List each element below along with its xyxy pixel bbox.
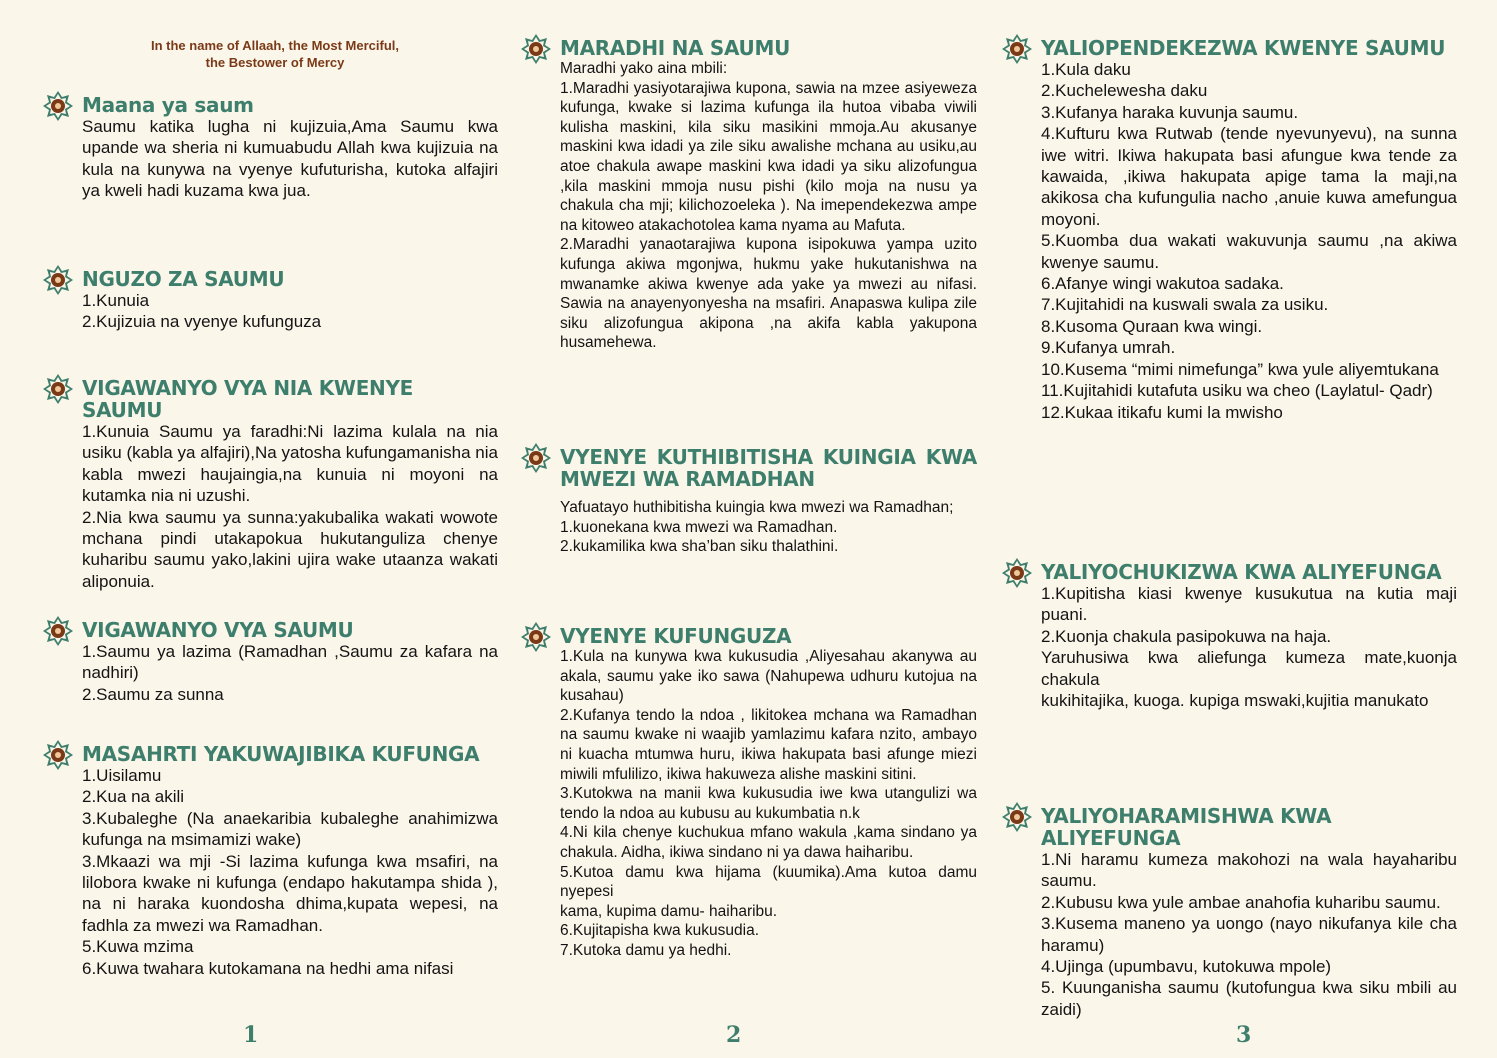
section-heading: MASAHRTI YAKUWAJIBIKA KUFUNGA: [42, 743, 498, 765]
section-yaliyoharamishwa: YALIYOHARAMISHWA KWA ALIYEFUNGA 1.Ni haramu kumeza makohozi na wala hayaharibu saumu. 2.Kubusu kwa yule ambae anahofia kuharibu saumu. 3.Kusema maneno ya uongo (nayo nikufanya kile cha haramu) 4.Ujinga (upumbavu, kutokuwa mpole) 5. Kuunganisha saumu (kutofungua kwa siku mbili au zaidi): [1001, 805, 1457, 1020]
star-ornament-icon: [1001, 801, 1033, 833]
section-heading: NGUZO ZA SAUMU: [42, 268, 498, 290]
star-ornament-icon: [42, 615, 74, 647]
star-ornament-icon: [42, 90, 74, 122]
star-ornament-icon: [520, 442, 552, 474]
star-ornament-icon: [520, 621, 552, 653]
section-vigawanyo-nia: VIGAWANYO VYA NIA KWENYE SAUMU 1.Kunuia Saumu ya faradhi:Ni lazima kulala na nia usiku (kabla ya alfajiri),Na yatosha kufungamanisha nia kabla mwezi haujaingia,na kunuia ni moyoni na kutamka nia ni uzushi. 2.Nia kwa saumu ya sunna:yakubalika wakati wowote mchana pindi utakapokua hukutanguliza chenye kuharibu saumu yako,lakini ujira wake utaanza wakati aliponuia.: [42, 377, 498, 592]
section-vigawanyo-saumu: VIGAWANYO VYA SAUMU 1.Saumu ya lazima (Ramadhan ,Saumu za kafara na nadhiri) 2.Saumu za sunna: [42, 619, 498, 705]
section-heading: Maana ya saum: [42, 94, 498, 116]
section-heading: MARADHI NA SAUMU: [520, 37, 977, 59]
star-ornament-icon: [42, 739, 74, 771]
section-maradhi: MARADHI NA SAUMU Maradhi yako aina mbili: 1.Maradhi yasiyotarajiwa kupona, sawia na mzee asiyeweza kufunga, kwake si lazima kufunga ila hutoa vibaba viwili kulisha maskini, kila siku masikini mmoja.Au akusanye maskini kwa idadi ya zile siku awalishe mchana au usiku,au atoe chakula awape maskini kwa idadi ya siku alizofungua ,kila maskini mmoja nusu pishi (kilo moja na nusu ya chakula cha mji; kilichozoeleka ). Na imependekezwa ampe na kitoweo atakachotolea kama nyama au Mafuta. 2.Maradhi yanaotarajiwa kupona isipokuwa yampa uzito kufunga akiwa mgonjwa, hukmu yake hukutanishwa na mwanamke akiwa kwenye ada yake ya mwezi au nifasi. Sawia na anayenyonyesha na msafiri. Anapaswa kulipa zile siku alizofungua akipona ,na akifa kabla yakupona husamehewa.: [520, 37, 977, 353]
star-ornament-icon: [42, 264, 74, 296]
page-3: [990, 0, 1497, 1058]
page-1: [0, 0, 500, 1058]
page-number: 2: [726, 1022, 742, 1048]
section-nguzo: NGUZO ZA SAUMU 1.Kunuia 2.Kujizuia na vyenye kufunguza: [42, 268, 498, 333]
section-heading: YALIYOCHUKIZWA KWA ALIYEFUNGA: [1001, 561, 1457, 583]
section-yaliyochukizwa: YALIYOCHUKIZWA KWA ALIYEFUNGA 1.Kupitisha kiasi kwenye kusukutua na kutia maji puani. 2.Kuonja chakula pasipokuwa na haja. Yaruhusiwa kwa aliefunga kumeza mate,kuonja chakula kukihitajika, kuoga. kupiga mswaki,kujitia manukato: [1001, 561, 1457, 711]
section-maana: Maana ya saum Saumu katika lugha ni kujizuia,Ama Saumu kwa upande wa sheria ni kumuabudu Allah kwa kujizuia na kula na kunywa na vyenye kufuturisha, kutoka alfajiri ya kweli hadi kuzama kwa jua.: [42, 94, 498, 202]
section-yaliopendekezwa: YALIOPENDEKEZWA KWENYE SAUMU 1.Kula daku 2.Kuchelewesha daku 3.Kufanya haraka kuvunja saumu. 4.Kufturu kwa Rutwab (tende nyevunyevu), na sunna iwe witri. Ikiwa hakupata basi afungue kwa tende za kawaida, ,ikiwa hakupata apige tama la maji,na akikosa cha kufungulia nacho ,anuie kuwa amefungua moyoni. 5.Kuomba dua wakati wakuvunja saumu ,na akiwa kwenye saumu. 6.Afanye wingi wakutoa sadaka. 7.Kujitahidi na kuswali swala za usiku. 8.Kusoma Quraan kwa wingi. 9.Kufanya umrah. 10.Kusema “mimi nimefunga” kwa yule aliyemtukana 11.Kujitahidi kutafuta usiku wa cheo (Laylatul- Qadr) 12.Kukaa itikafu kumi la mwisho: [1001, 37, 1457, 423]
star-ornament-icon: [520, 33, 552, 65]
section-heading: VYENYE KUTHIBITISHA KUINGIA KWA MWEZI WA RAMADHAN: [520, 446, 977, 490]
star-ornament-icon: [1001, 33, 1033, 65]
section-heading: VIGAWANYO VYA NIA KWENYE SAUMU: [42, 377, 498, 421]
star-ornament-icon: [1001, 557, 1033, 589]
section-heading: VYENYE KUFUNGUZA: [520, 625, 977, 647]
page-number: 1: [243, 1022, 259, 1048]
section-kufunguza: VYENYE KUFUNGUZA 1.Kula na kunywa kwa kukusudia ,Aliyesahau akanywa au akala, saumu yake iko sawa (Nahupewa udhuru kutojua na kusahau) 2.Kufanya tendo la ndoa , likitokea mchana wa Ramadhan na saumu kwake ni waajib yamlazimu kafara nzito, ambayo ni kuacha mtumwa huru, ikiwa hakupata basi afunge miezi miwili mfulilizo, ikiwa hakuweza alishe maskini sitini. 3.Kutokwa na manii kwa kukusudia iwe kwa utangulizi wa tendo la ndoa au kubusu au kukumbatia n.k 4.Ni kila chenye kuchukua mfano wakula ,kama sindano ya chakula. Aidha, ikiwa sindano ni ya dawa haiharibu. 5.Kutoa damu kwa hijama (kuumika).Ama kutoa damu nyepesi kama, kupima damu- haiharibu. 6.Kujitapisha kwa kukusudia. 7.Kutoka damu ya hedhi.: [520, 625, 977, 961]
section-heading: YALIOPENDEKEZWA KWENYE SAUMU: [1001, 37, 1457, 59]
page-2: [500, 0, 990, 1058]
section-heading: YALIYOHARAMISHWA KWA ALIYEFUNGA: [1001, 805, 1457, 849]
bismillah: In the name of Allaah, the Most Merciful, the Bestower of Mercy: [151, 38, 399, 70]
page-number: 3: [1236, 1022, 1252, 1048]
section-kuthibitisha: VYENYE KUTHIBITISHA KUINGIA KWA MWEZI WA RAMADHAN Yafuatayo huthibitisha kuingia kwa mwezi wa Ramadhan; 1.kuonekana kwa mwezi wa Ramadhan. 2.kukamilika kwa sha’ban siku thalathini.: [520, 446, 977, 557]
star-ornament-icon: [42, 373, 74, 405]
section-heading: VIGAWANYO VYA SAUMU: [42, 619, 498, 641]
section-masharti: MASAHRTI YAKUWAJIBIKA KUFUNGA 1.Uisilamu 2.Kua na akili 3.Kubaleghe (Na anaekaribia kubaleghe anahimizwa kufunga na msimamizi wake) 3.Mkaazi wa mji -Si lazima kufunga kwa msafiri, na lilobora kwake ni kufunga (endapo hakutampa shida ), na ni haraka kuondosha dhima,kupata wepesi, na fadhla za mwezi wa Ramadhan. 5.Kuwa mzima 6.Kuwa twahara kutokamana na hedhi ama nifasi: [42, 743, 498, 979]
